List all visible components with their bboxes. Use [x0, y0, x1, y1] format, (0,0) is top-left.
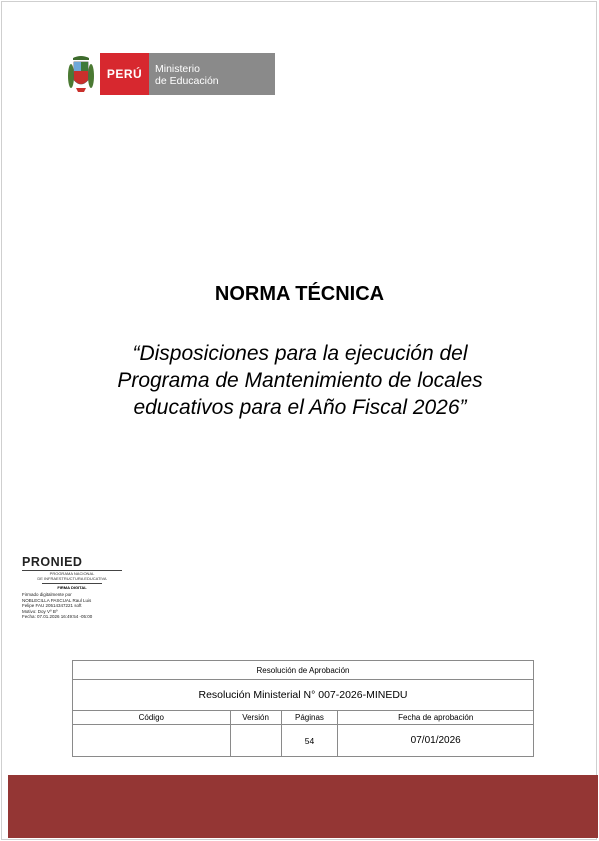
version-cell: [230, 725, 281, 757]
signature-line: Felipe FAU 20514347221 soft: [22, 603, 82, 609]
pages-cell: 54: [281, 725, 338, 757]
column-header-code: Código: [73, 711, 231, 725]
coat-of-arms-icon: [66, 53, 96, 95]
document-subtitle: [70, 340, 530, 421]
resolution-number: Resolución Ministerial N° 007-2026-MINEDU: [73, 680, 534, 711]
approval-table: [72, 660, 534, 757]
ministry-line-1: Ministerio: [155, 63, 200, 75]
footer-color-band: [8, 775, 598, 838]
column-header-version: Versión: [230, 711, 281, 725]
minedu-logo: [66, 53, 275, 95]
code-cell: [73, 725, 231, 757]
subtitle-line: Programa de Mantenimiento de locales: [117, 369, 483, 392]
ministry-name: [149, 53, 275, 95]
approval-date-cell: 07/01/2026: [338, 725, 534, 757]
signature-line: Fecha: 07.01.2026 16:49:54 -05:00: [22, 614, 93, 620]
pronied-subtitle-1: PROGRAMA NACIONAL: [49, 571, 95, 576]
document-title: NORMA TÉCNICA: [214, 283, 385, 305]
ministry-line-2: de Educación: [155, 75, 219, 87]
signature-line: Firmado digitalmente por: [22, 592, 72, 597]
pronied-subtitle-2: DE INFRAESTRUCTURA EDUCATIVA: [37, 576, 107, 581]
subtitle-line: educativos para el Año Fiscal 2026”: [133, 396, 467, 419]
peru-badge: PERÚ: [100, 53, 149, 95]
column-header-date: Fecha de aprobación: [338, 711, 534, 725]
digital-signature-text: [22, 592, 92, 620]
signature-line: NOBLECILLA PASCUAL Raul Luis: [22, 597, 92, 603]
subtitle-line: “Disposiciones para la ejecución del: [132, 342, 468, 365]
pronied-logo-text: PRONIED: [22, 555, 122, 571]
firma-digital-label: FIRMA DIGITAL: [42, 583, 102, 590]
column-header-pages: Páginas: [281, 711, 338, 725]
pronied-logo: [22, 555, 122, 590]
approval-header: Resolución de Aprobación: [73, 661, 534, 680]
signature-line: Motivo: Doy Vº Bº: [22, 608, 58, 614]
